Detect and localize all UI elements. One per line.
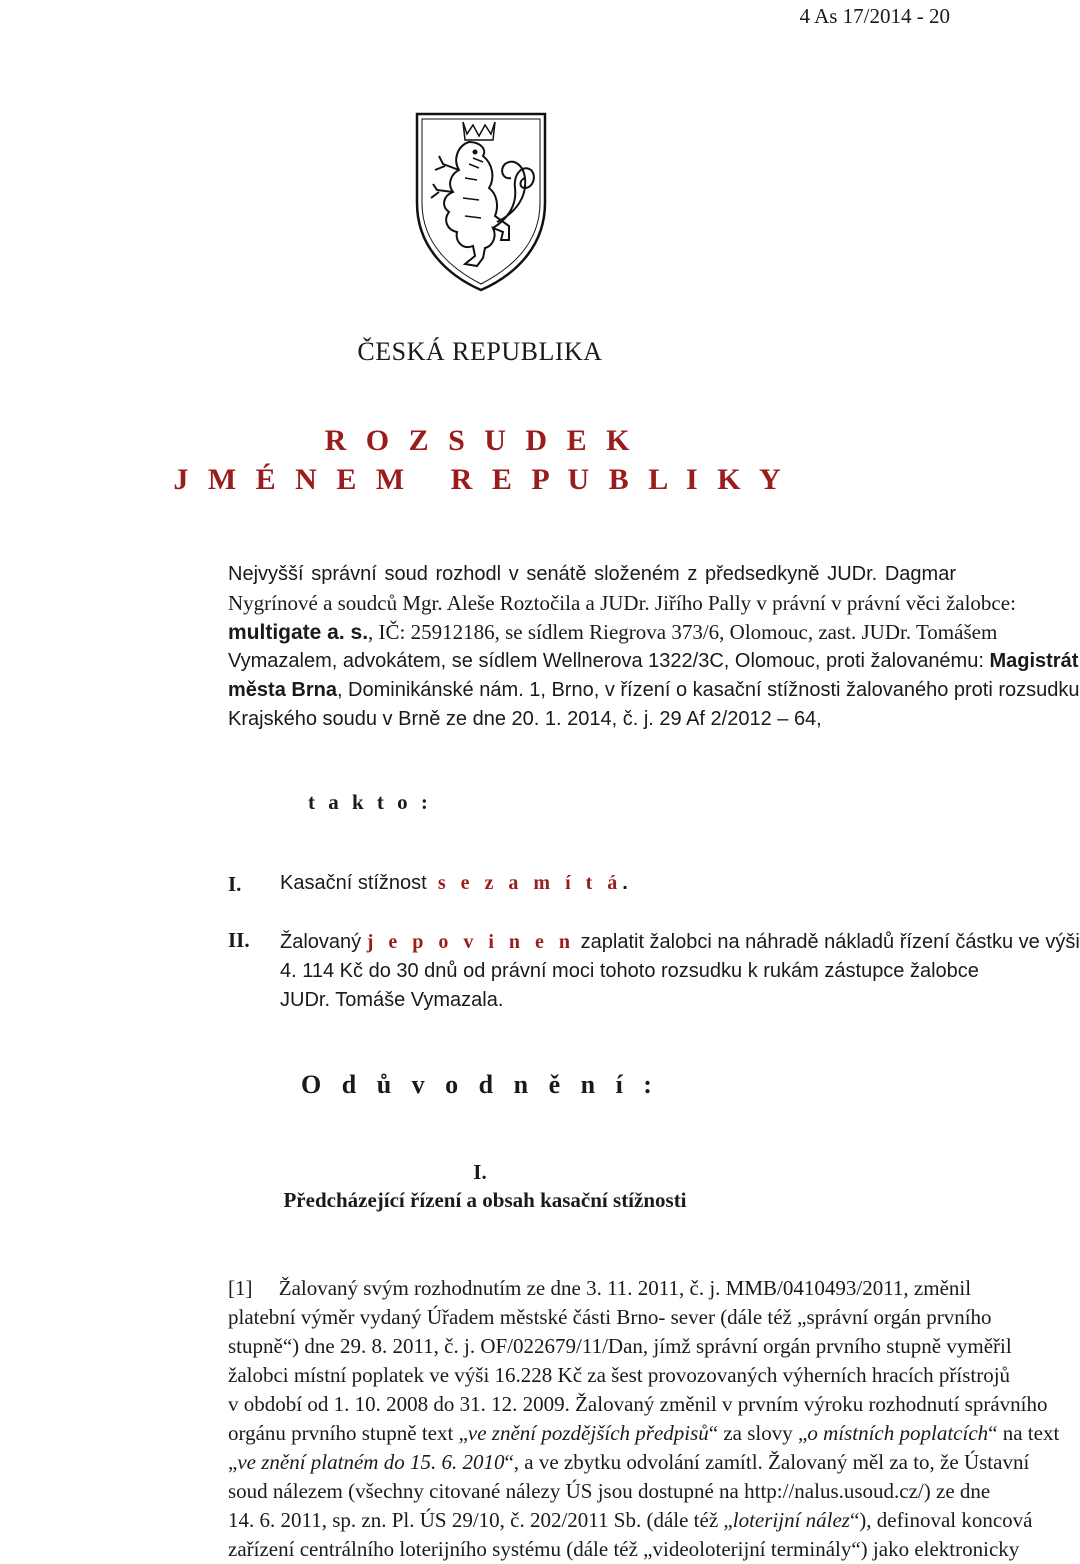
section-number: I. — [473, 1160, 487, 1184]
body-line: v období od 1. 10. 2008 do 31. 12. 2009. Žalovaný změnil v prvním výroku rozhodnutí správního — [228, 1392, 1048, 1416]
verdict-period: . — [622, 872, 628, 894]
verdict-decision: j e p o v i n e n — [366, 931, 576, 953]
body-line: zařízení centrálního loterijního systému (dále též „videoloterijní terminály“) jako elektronicky — [228, 1537, 1020, 1561]
czech-coat-of-arms-icon — [413, 108, 549, 293]
reasoning-paragraph — [228, 1274, 1060, 1564]
body-text: “ za slovy „ — [708, 1421, 808, 1445]
country-name: ČESKÁ REPUBLIKA — [357, 337, 603, 366]
body-line — [228, 1448, 1030, 1477]
plaintiff-name: multigate a. s. — [228, 621, 369, 644]
body-line — [228, 1506, 1033, 1535]
defendant-name-cont: města Brna — [228, 679, 337, 701]
verdict-decision: s e z a m í t á — [437, 872, 623, 894]
body-line: platební výměr vydaný Úřadem městské části Brno- sever (dále též „správní orgán prvního — [228, 1305, 992, 1329]
judgment-title: R O Z S U D E K — [324, 424, 636, 457]
verdict-text-part: Žalovaný — [280, 931, 362, 953]
in-name-of-republic: J M É N E M R E P U B L I K Y — [173, 463, 787, 496]
body-text: „ — [228, 1450, 238, 1474]
intro-line: Nygrínové a soudců Mgr. Aleše Roztočila a JUDr. Jiřího Pally v právní v právní věci žalobce: — [228, 591, 1016, 615]
body-line: soud nálezem (všechny citované nálezy ÚS jsou dostupné na http://nalus.usoud.cz/) ze dne — [228, 1479, 991, 1503]
body-text: orgánu prvního stupně text „ — [228, 1421, 468, 1445]
body-text: “ na text — [988, 1421, 1060, 1445]
body-italic: ve znění platném do 15. 6. 2010 — [237, 1450, 505, 1474]
intro-line: Nejvyšší správní soud rozhodl v senátě složeném z předsedkyně JUDr. Dagmar — [228, 563, 956, 585]
intro-line — [228, 647, 1079, 676]
intro-text: Vymazalem, advokátem, se sídlem Wellnerova 1322/3C, Olomouc, proti žalovanému: — [228, 650, 990, 672]
intro-line — [228, 676, 1080, 705]
intro-text: , Dominikánské nám. 1, Brno, v řízení o kasační stížnosti žalovaného proti rozsudku — [336, 679, 1080, 701]
body-line: žalobci místní poplatek ve výši 16.228 Kč za šest provozovaných výherních hracích přístrojů — [228, 1363, 1011, 1387]
body-line: stupně“) dne 29. 8. 2011, č. j. OF/022679/11/Dan, jímž správní orgán prvního stupně vyměřil — [228, 1334, 1012, 1358]
body-text: 14. 6. 2011, sp. zn. Pl. ÚS 29/10, č. 202/2011 Sb. (dále též „ — [228, 1508, 733, 1532]
body-line — [228, 1419, 1060, 1448]
takto-heading: t a k t o : — [308, 790, 432, 814]
verdict-text-part: zaplatit žalobci na náhradě nákladů řízení částku ve výši — [580, 931, 1080, 953]
case-reference: 4 As 17/2014 - 20 — [799, 4, 950, 28]
verdict-text — [280, 872, 628, 895]
verdict-number: I. — [228, 872, 242, 896]
body-italic: o místních poplatcích — [807, 1421, 989, 1445]
verdict-line — [280, 928, 1080, 957]
verdict-text — [280, 928, 1080, 1015]
defendant-name: Magistrát — [989, 650, 1079, 672]
intro-line: Krajského soudu v Brně ze dne 20. 1. 2014, č. j. 29 Af 2/2012 – 64, — [228, 708, 822, 730]
intro-line — [228, 618, 998, 647]
body-italic: loterijní nález — [732, 1508, 850, 1532]
verdict-number: II. — [228, 928, 250, 952]
body-line: [1] Žalovaný svým rozhodnutím ze dne 3. 11. 2011, č. j. MMB/0410493/2011, změnil — [228, 1276, 972, 1300]
verdict-text-part: Kasační stížnost — [280, 872, 427, 894]
intro-paragraph — [228, 560, 1080, 734]
reasoning-heading: O d ů v o d n ě n í : — [301, 1070, 659, 1099]
body-text: “), definoval koncová — [849, 1508, 1033, 1532]
section-title: Předcházející řízení a obsah kasační stížnosti — [283, 1188, 687, 1212]
body-italic: ve znění pozdějších předpisů — [467, 1421, 709, 1445]
verdict-line: JUDr. Tomáše Vymazala. — [280, 989, 504, 1011]
verdict-line: 4. 114 Kč do 30 dnů od právní moci tohoto rozsudku k rukám zástupce žalobce — [280, 960, 979, 982]
body-text: “, a ve zbytku odvolání zamítl. Žalovaný měl za to, že Ústavní — [504, 1450, 1030, 1474]
intro-text: , IČ: 25912186, se sídlem Riegrova 373/6, Olomouc, zast. JUDr. Tomášem — [368, 620, 998, 644]
